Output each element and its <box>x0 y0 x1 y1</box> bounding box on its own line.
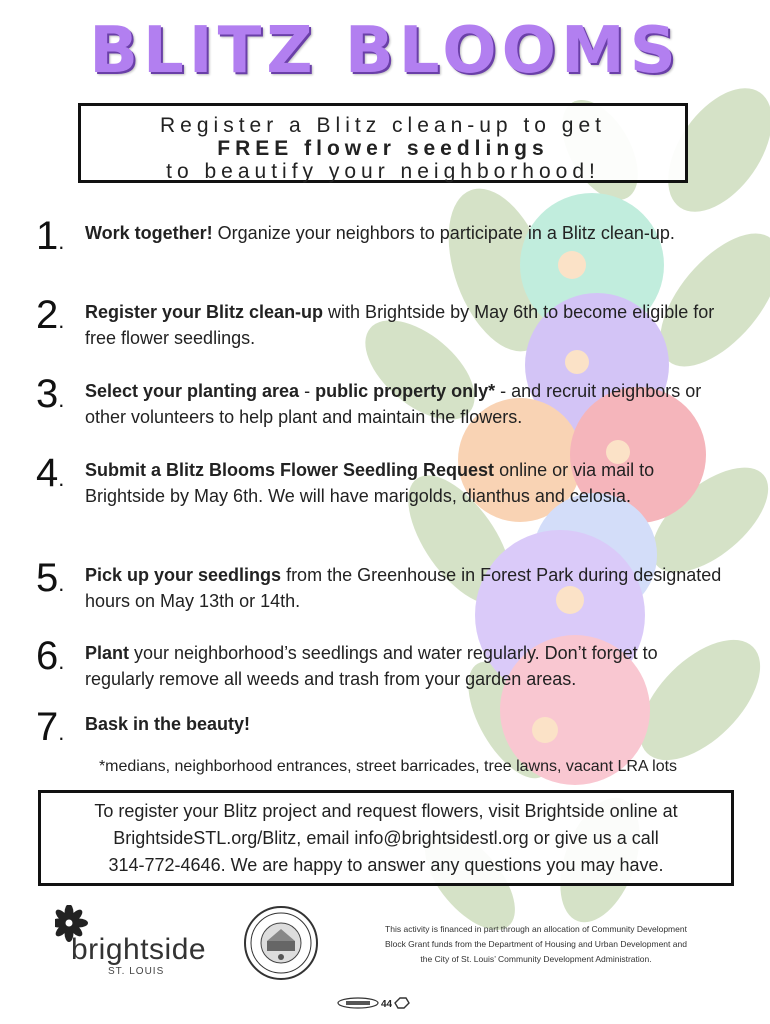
step-text: Work together! Organize your neighbors to participate in a Blitz clean-up. <box>85 223 675 243</box>
recycle-icon <box>395 998 409 1008</box>
step-text: Pick up your seedlings from the Greenhouse in Forest Park during designated hours on May 13th or 14th. <box>85 565 722 611</box>
brightside-logo-subtext: ST. LOUIS <box>108 966 165 977</box>
step-number: 5. <box>36 556 65 600</box>
page-title: BLITZ BLOOMS <box>89 14 681 88</box>
contact-box <box>38 790 734 886</box>
contact-line-3: 314-772-4646. We are happy to answer any questions you may have. <box>108 855 664 875</box>
step-text: Bask in the beauty! <box>85 714 251 734</box>
disclaimer-line-2: Block Grant funds from the Department of Housing and Urban Development and <box>385 939 687 949</box>
step-text: Register your Blitz clean-up with Brightside by May 6th to become eligible for free flower seedlings. <box>85 302 715 348</box>
step-number: 1. <box>36 214 65 258</box>
printer-bug <box>336 994 416 1017</box>
register-line-1: Register a Blitz clean-up to get <box>160 114 606 137</box>
bug-number: 44 <box>381 999 393 1010</box>
step-number: 3. <box>36 372 65 416</box>
step-text: Submit a Blitz Blooms Flower Seedling Request online or via mail to Brightside by May 6th. We will have marigolds, dianthus and celosia. <box>85 460 655 506</box>
brightside-logo-text: brightside <box>71 933 207 966</box>
union-bug-icon <box>336 994 416 1012</box>
city-seal-icon <box>243 905 319 981</box>
step-text: Select your planting area - public property only* - and recruit neighbors or other volunteers to help plant and maintain the flowers. <box>85 381 702 427</box>
step-number: 4. <box>36 451 65 495</box>
funding-disclaimer <box>350 922 722 967</box>
step-number: 2. <box>36 293 65 337</box>
contact-line-1: To register your Blitz project and request flowers, visit Brightside online at <box>94 801 678 821</box>
step-number: 7. <box>36 705 65 749</box>
disclaimer-line-3: the City of St. Louis’ Community Development Administration. <box>420 954 652 964</box>
contact-line-2: BrightsideSTL.org/Blitz, email info@brightsidestl.org or give us a call <box>113 828 659 848</box>
disclaimer-line-1: This activity is financed in part through an allocation of Community Development <box>385 924 687 934</box>
footnote: *medians, neighborhood entrances, street barricades, tree lawns, vacant LRA lots <box>98 758 678 775</box>
register-line-3: to beautify your neighborhood! <box>166 160 600 183</box>
step-number: 6. <box>36 634 65 678</box>
register-banner <box>78 103 688 183</box>
register-line-2: FREE flower seedlings <box>217 137 549 160</box>
step-text: Plant your neighborhood’s seedlings and water regularly. Don’t forget to regularly remove all weeds and trash from your garden areas. <box>85 643 658 689</box>
